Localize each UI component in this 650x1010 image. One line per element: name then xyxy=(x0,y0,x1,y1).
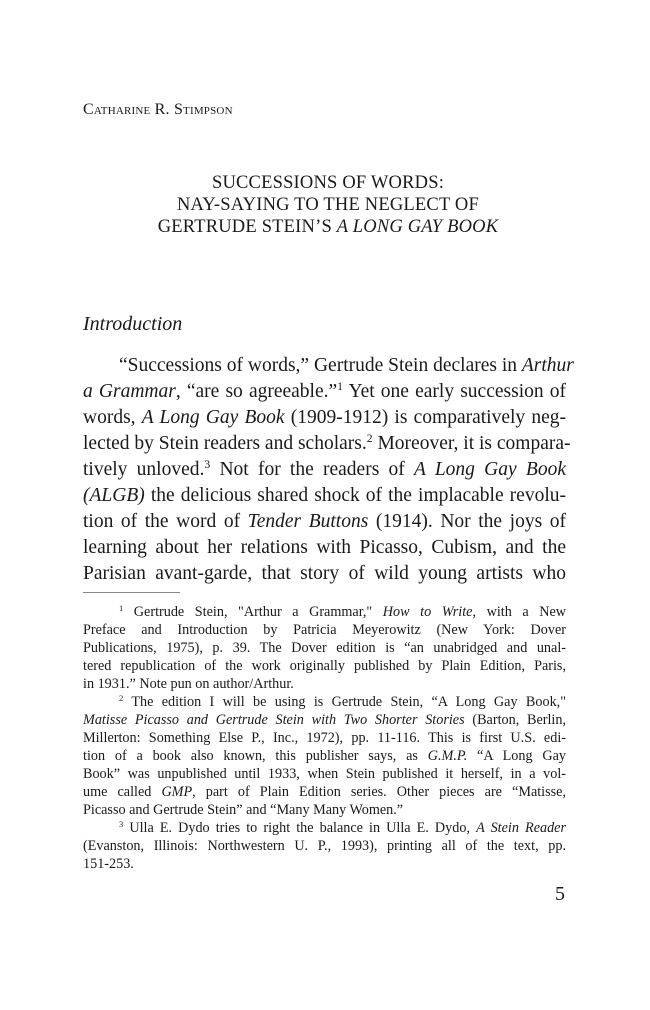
italic-run: A Long Gay Book xyxy=(414,459,566,480)
section-heading: Introduction xyxy=(83,313,183,335)
text-run: , “are so agreeable.” xyxy=(175,381,338,402)
text-run: Ulla E. Dydo tries to right the balance in Ulla E. Dydo, xyxy=(123,820,477,836)
body-line xyxy=(83,379,566,405)
text-run: ume called xyxy=(83,784,162,800)
body-line: learning about her relations with Picasso, Cubism, and the xyxy=(83,537,566,558)
text-run: lected by Stein readers and scholars. xyxy=(83,433,367,454)
footnote-3 xyxy=(83,819,566,837)
italic-run: Tender Buttons xyxy=(247,511,369,532)
body-line xyxy=(83,483,566,509)
footnote-line: Book” was unpublished until 1933, when Stein published it herself, in a vol- xyxy=(83,766,566,782)
italic-run: (ALGB) xyxy=(83,485,145,506)
footnote-ref: 1 xyxy=(337,379,344,393)
author-name xyxy=(83,101,233,119)
text-run: The edition I will be using is Gertrude Stein, “A Long Gay Book," xyxy=(123,694,566,710)
text-run: , with a New xyxy=(472,604,566,620)
footnote-line: (Evanston, Illinois: Northwestern U. P., 1993), printing all of the text, pp. xyxy=(83,838,566,854)
body-line: Parisian avant-garde, that story of wild young artists who xyxy=(83,563,566,584)
text-run: (1909-1912) is comparatively neg- xyxy=(284,407,566,428)
footnote-ref: 2 xyxy=(366,431,373,445)
text-run: tively unloved. xyxy=(83,459,205,480)
text-run: the delicious shared shock of the implacable revolu- xyxy=(144,485,566,506)
footnote-line: in 1931.” Note pun on author/Arthur. xyxy=(83,676,294,692)
footnote-ref: 3 xyxy=(204,457,211,471)
article-title xyxy=(83,172,573,238)
text-run: words, xyxy=(83,407,142,428)
footnote-number: 2 xyxy=(119,692,124,703)
footnote-line: Millerton: Something Else P., Inc., 1972), pp. 11-116. This is first U.S. edi- xyxy=(83,730,566,746)
text-run: Yet one early succession of xyxy=(343,381,567,402)
italic-run: GMP xyxy=(161,784,193,800)
footnotes xyxy=(83,603,566,873)
footnote-line xyxy=(83,783,566,801)
text-run: Not for the readers of xyxy=(210,459,415,480)
body-paragraph xyxy=(83,353,574,587)
body-line xyxy=(83,353,574,379)
footnote-line xyxy=(83,711,566,729)
title-line-1: SUCCESSIONS OF WORDS: xyxy=(211,173,445,193)
title-line-3 xyxy=(83,216,573,238)
text-run: tion of a book also known, this publisher says, as xyxy=(83,748,428,764)
footnote-number: 3 xyxy=(119,818,124,829)
footnote-line: Publications, 1975), p. 39. The Dover edition is “an unabridged and unal- xyxy=(83,640,566,656)
title-line-2: NAY-SAYING TO THE NEGLECT OF xyxy=(177,195,479,215)
footnote-number: 1 xyxy=(119,602,124,613)
footnote-line: Picasso and Gertrude Stein” and “Many Many Women.” xyxy=(83,802,404,818)
footnote-line: Preface and Introduction by Patricia Meyerowitz (New York: Dover xyxy=(83,622,566,638)
body-line xyxy=(83,405,566,431)
italic-run: Matisse Picasso and Gertrude Stein with Two Shorter Stories xyxy=(83,712,465,728)
text-run: (Barton, Berlin, xyxy=(464,712,566,728)
text-run: “Successions of words,” Gertrude Stein declares in xyxy=(119,355,522,376)
text-run: “A Long Gay xyxy=(467,748,566,764)
text-run: tion of the word of xyxy=(83,511,248,532)
text-run: (1914). Nor the joys of xyxy=(368,511,566,532)
text-run: Gertrude Stein, "Arthur a Grammar," xyxy=(123,604,383,620)
footnote-2 xyxy=(83,693,566,711)
text-run: , part of Plain Edition series. Other pieces are “Matisse, xyxy=(192,784,567,800)
footnote-line xyxy=(83,747,566,765)
italic-run: G.M.P. xyxy=(427,748,468,764)
italic-run: A Long Gay Book xyxy=(141,407,285,428)
title-line-3-main: GERTRUDE STEIN’S xyxy=(157,217,337,237)
page-number: 5 xyxy=(555,883,565,905)
author-name-text: Catharine R. Stimpson xyxy=(83,101,233,118)
italic-run: A Stein Reader xyxy=(476,820,566,836)
footnote-line: 151-253. xyxy=(83,856,134,872)
body-line xyxy=(83,431,571,457)
text-run: Moreover, it is compara- xyxy=(372,433,571,454)
title-line-3-italic: A LONG GAY BOOK xyxy=(336,217,499,237)
body-line xyxy=(83,509,566,535)
footnote-1 xyxy=(83,603,566,621)
italic-run: a Grammar xyxy=(83,381,176,402)
footnote-divider xyxy=(83,592,180,593)
body-line xyxy=(83,457,566,483)
italic-run: How to Write xyxy=(382,604,473,620)
footnote-line: tered republication of the work originally published by Plain Edition, Paris, xyxy=(83,658,566,674)
italic-run: Arthur xyxy=(521,355,574,376)
